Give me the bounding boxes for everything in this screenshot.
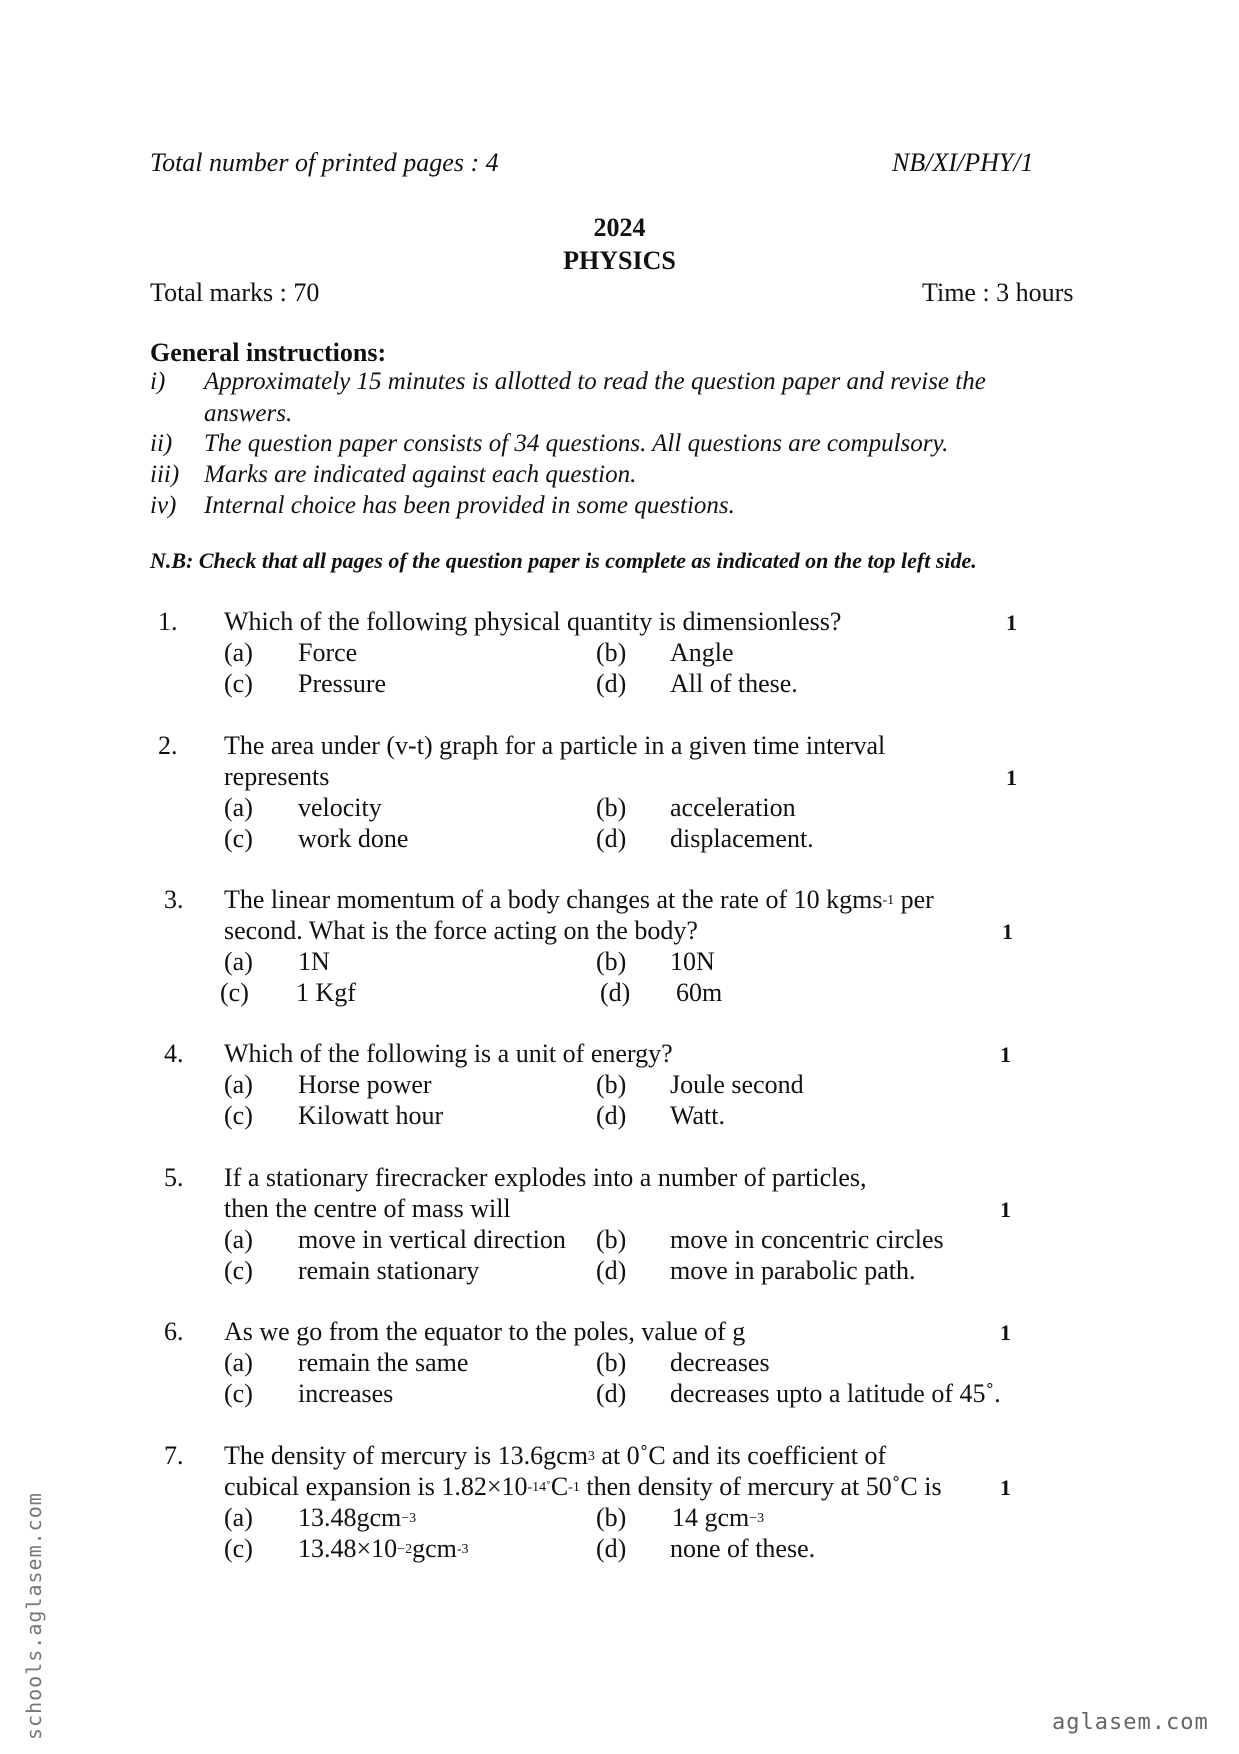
question-text: The density of mercury is 13.6gcm$^3$ at 0˚C and its coefficient of xyxy=(224,1441,887,1470)
option-label: (d) xyxy=(596,1379,627,1408)
option-text: Joule second xyxy=(670,1070,804,1099)
instruction-text-cont: answers. xyxy=(204,400,293,427)
option-text: remain stationary xyxy=(298,1256,480,1285)
instruction-text: Internal choice has been provided in some questions. xyxy=(204,492,735,519)
option-label: (a) xyxy=(224,638,253,667)
printed-pages-note: Total number of printed pages : 4 xyxy=(150,148,499,177)
subject-title: PHYSICS xyxy=(563,246,676,275)
option-text: Angle xyxy=(670,638,734,667)
question-text: Which of the following physical quantity is dimensionless? xyxy=(224,607,842,636)
option-label: (c) xyxy=(220,978,249,1007)
option-label: (d) xyxy=(596,1534,627,1563)
option-text: 10N xyxy=(670,947,715,976)
question-number: 2. xyxy=(158,731,178,760)
corner-watermark: aglasem.com xyxy=(1052,1710,1209,1735)
option-text: decreases upto a latitude of 45˚. xyxy=(670,1379,1001,1408)
nb-note: N.B: Check that all pages of the question paper is complete as indicated on the top left side. xyxy=(150,548,977,573)
option-text: Kilowatt hour xyxy=(298,1101,444,1130)
option-label: (b) xyxy=(596,1225,627,1254)
option-text: All of these. xyxy=(670,669,798,698)
instruction-number: iv) xyxy=(150,492,177,519)
total-marks: Total marks : 70 xyxy=(150,278,320,307)
question-marks: 1 xyxy=(1002,919,1013,944)
option-text: velocity xyxy=(298,793,382,822)
side-watermark: schools.aglasem.com xyxy=(22,1492,46,1740)
question-text-cont: cubical expansion is $1.82\times 10^{-14˚}C^{-1}$ then density of mercury at 50˚C is xyxy=(224,1472,942,1501)
option-label: (d) xyxy=(596,669,627,698)
option-text: displacement. xyxy=(670,824,814,853)
option-label: (c) xyxy=(224,1101,253,1130)
option-label: (d) xyxy=(596,1101,627,1130)
option-label: (d) xyxy=(596,1256,627,1285)
question-marks: 1 xyxy=(1006,610,1017,635)
option-label: (c) xyxy=(224,1534,253,1563)
question-number: 5. xyxy=(164,1163,184,1192)
option-label: (d) xyxy=(596,824,627,853)
time-allowed: Time : 3 hours xyxy=(922,278,1074,307)
option-label: (a) xyxy=(224,1225,253,1254)
option-label: (c) xyxy=(224,824,253,853)
option-text: acceleration xyxy=(670,793,796,822)
option-label: (b) xyxy=(596,1503,627,1532)
option-text: $13.48\times 10^{-2}gcm^{-3}$ xyxy=(298,1534,469,1563)
question-number: 3. xyxy=(164,885,184,914)
exam-year: 2024 xyxy=(593,213,646,242)
option-label: (a) xyxy=(224,947,253,976)
option-label: (b) xyxy=(596,1070,627,1099)
option-label: (c) xyxy=(224,669,253,698)
option-text: 14 gcm$^{-3}$ xyxy=(672,1503,765,1532)
option-label: (a) xyxy=(224,1348,253,1377)
instruction-text: Approximately 15 minutes is allotted to read the question paper and revise the xyxy=(204,368,986,395)
option-label: (c) xyxy=(224,1256,253,1285)
option-text: Horse power xyxy=(298,1070,432,1099)
question-text-cont: represents xyxy=(224,762,330,791)
option-text: Pressure xyxy=(298,669,387,698)
option-label: (b) xyxy=(596,638,627,667)
option-text: decreases xyxy=(670,1348,770,1377)
instruction-text: Marks are indicated against each question. xyxy=(204,461,637,488)
question-text: As we go from the equator to the poles, value of g xyxy=(224,1317,746,1346)
question-text: The linear momentum of a body changes at the rate of 10 kgms$^{-1}$ per xyxy=(224,885,934,914)
option-text: work done xyxy=(298,824,409,853)
option-text: none of these. xyxy=(670,1534,816,1563)
instruction-number: i) xyxy=(150,368,166,395)
instructions-title: General instructions: xyxy=(150,338,387,367)
question-marks: 1 xyxy=(1000,1197,1011,1222)
option-label: (b) xyxy=(596,1348,627,1377)
question-text-cont: second. What is the force acting on the body? xyxy=(224,916,698,945)
question-text: The area under (v-t) graph for a particle in a given time interval xyxy=(224,731,886,760)
question-number: 6. xyxy=(164,1317,184,1346)
option-label: (b) xyxy=(596,793,627,822)
question-marks: 1 xyxy=(1006,765,1017,790)
option-text: remain the same xyxy=(298,1348,469,1377)
question-marks: 1 xyxy=(1000,1475,1011,1500)
option-label: (c) xyxy=(224,1379,253,1408)
option-text: 1 Kgf xyxy=(296,978,356,1007)
option-text: move in parabolic path. xyxy=(670,1256,916,1285)
option-text: move in vertical direction xyxy=(298,1225,566,1254)
option-text: move in concentric circles xyxy=(670,1225,944,1254)
question-number: 7. xyxy=(164,1441,184,1470)
option-text: Force xyxy=(298,638,358,667)
question-marks: 1 xyxy=(1000,1042,1011,1067)
question-text: If a stationary firecracker explodes into a number of particles, xyxy=(224,1163,867,1192)
paper-code: NB/XI/PHY/1 xyxy=(892,148,1034,177)
option-label: (d) xyxy=(600,978,631,1007)
option-label: (b) xyxy=(596,947,627,976)
question-text-cont: then the centre of mass will xyxy=(224,1194,511,1223)
option-text: 60m xyxy=(676,978,723,1007)
option-text: Watt. xyxy=(670,1101,725,1130)
question-text: Which of the following is a unit of energy? xyxy=(224,1039,673,1068)
option-label: (a) xyxy=(224,1503,253,1532)
option-text: 13.48gcm$^{-3}$ xyxy=(298,1503,417,1532)
question-number: 1. xyxy=(158,607,178,636)
option-label: (a) xyxy=(224,1070,253,1099)
option-label: (a) xyxy=(224,793,253,822)
option-text: increases xyxy=(298,1379,394,1408)
option-text: 1N xyxy=(298,947,330,976)
question-marks: 1 xyxy=(1000,1320,1011,1345)
question-number: 4. xyxy=(164,1039,184,1068)
instruction-text: The question paper consists of 34 questions. All questions are compulsory. xyxy=(204,430,949,457)
instruction-number: iii) xyxy=(150,461,180,488)
instruction-number: ii) xyxy=(150,430,173,457)
